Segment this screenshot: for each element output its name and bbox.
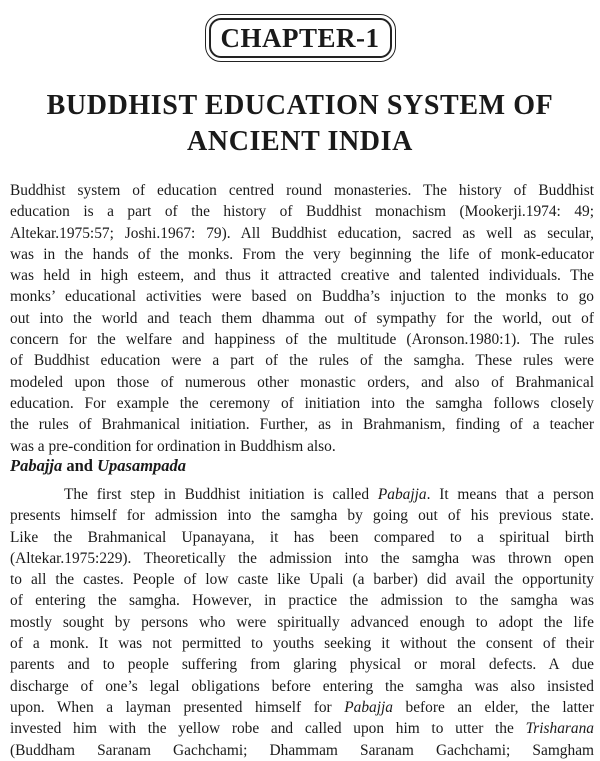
paragraph-line: education is a part of the history of Buddhist monachism (Mookerji.1974: 49; xyxy=(10,203,594,221)
paragraph-line: of Buddhist education were a part of the rules of the samgha. These rules were xyxy=(10,352,594,370)
paragraph-line: was held in high esteem, and thus it attracted creative and talented individuals. The xyxy=(10,267,594,285)
italic-term: Pabajja xyxy=(377,486,427,503)
paragraph-line: out into the world and teach them dhamma out of sympathy for the world, out of xyxy=(10,309,594,327)
section-heading xyxy=(10,456,186,476)
section-heading-term-2: Upasampada xyxy=(97,456,187,475)
paragraph-line: Like the Brahmanical Upanayana, it has been compared to a spiritual birth xyxy=(10,528,594,546)
paragraph-line xyxy=(10,697,594,718)
section-heading-conjunction: and xyxy=(66,456,93,475)
chapter-title-line-2: ANCIENT INDIA xyxy=(187,126,413,157)
paragraph-line: monks’ educational activities were based on Buddha’s injuction to the monks to go xyxy=(10,288,594,306)
section-heading-term-1: Pabajja xyxy=(10,456,63,475)
italic-term: Pabajja xyxy=(344,698,393,716)
paragraph-line: (Altekar.1975:229). Theoretically the admission into the samgha was thrown open xyxy=(10,549,594,567)
paragraph-1 xyxy=(10,180,594,457)
paragraph-line: mostly sought by persons who were spiritually advanced enough to adopt the life xyxy=(10,613,594,631)
paragraph-line: modeled upon those of numerous other monastic orders, and also of Brahmanical xyxy=(10,373,594,391)
text-run: before an elder, the latter xyxy=(392,698,594,716)
paragraph-line: education. For example the ceremony of initiation into the samgha follows closely xyxy=(10,394,594,412)
paragraph-line: (Buddham Saranam Gachchami; Dhammam Saranam Gachchami; Samgham xyxy=(10,741,594,759)
chapter-title xyxy=(0,88,600,160)
paragraph-line: Altekar.1975:57; Joshi.1967: 79). All Buddhist education, sacred as well as secular, xyxy=(10,224,594,242)
chapter-title-line-1: BUDDHIST EDUCATION SYSTEM OF xyxy=(46,90,554,121)
paragraph-line: concern for the welfare and happiness of the multitude (Aronson.1980:1). The rules xyxy=(10,331,594,349)
paragraph-line: parents and to people suffering from glaring physical or moral defects. A due xyxy=(10,656,594,674)
paragraph-line: of a monk. It was not permitted to youths seeking it without the consent of their xyxy=(10,635,594,653)
paragraph-line: of entering the samgha. However, in practice the admission to the samgha was xyxy=(10,592,594,610)
paragraph-line: the rules of Brahmanical initiation. Further, as in Brahmanism, finding of a teacher xyxy=(10,416,594,434)
paragraph-2 xyxy=(10,484,594,761)
chapter-label: CHAPTER-1 xyxy=(209,18,392,58)
paragraph-line xyxy=(10,718,594,739)
paragraph-line: was in the hands of the monks. From the very beginning the life of monk-educator xyxy=(10,245,594,263)
chapter-label-wrap xyxy=(0,18,600,58)
paragraph-line: discharge of one’s legal obligations before entering the samgha was also insisted xyxy=(10,677,594,695)
paragraph-line: Buddhist system of education centred round monasteries. The history of Buddhist xyxy=(10,182,594,199)
text-run: The first step in Buddhist initiation is called xyxy=(64,486,378,503)
paragraph-line: to all the castes. People of low caste like Upali (a barber) did avail the opportunity xyxy=(10,571,594,589)
paragraph-line: presents himself for admission into the samgha by going out of his previous state. xyxy=(10,507,594,525)
text-run: . It means that a person xyxy=(426,486,594,503)
italic-term: Trisharana xyxy=(525,720,594,738)
paragraph-line: was a pre-condition for ordination in Buddhism also. xyxy=(10,437,336,455)
text-run: upon. When a layman presented himself for xyxy=(10,698,345,716)
paragraph-line xyxy=(10,484,594,505)
text-run: invested him with the yellow robe and called upon him to utter the xyxy=(10,720,526,738)
